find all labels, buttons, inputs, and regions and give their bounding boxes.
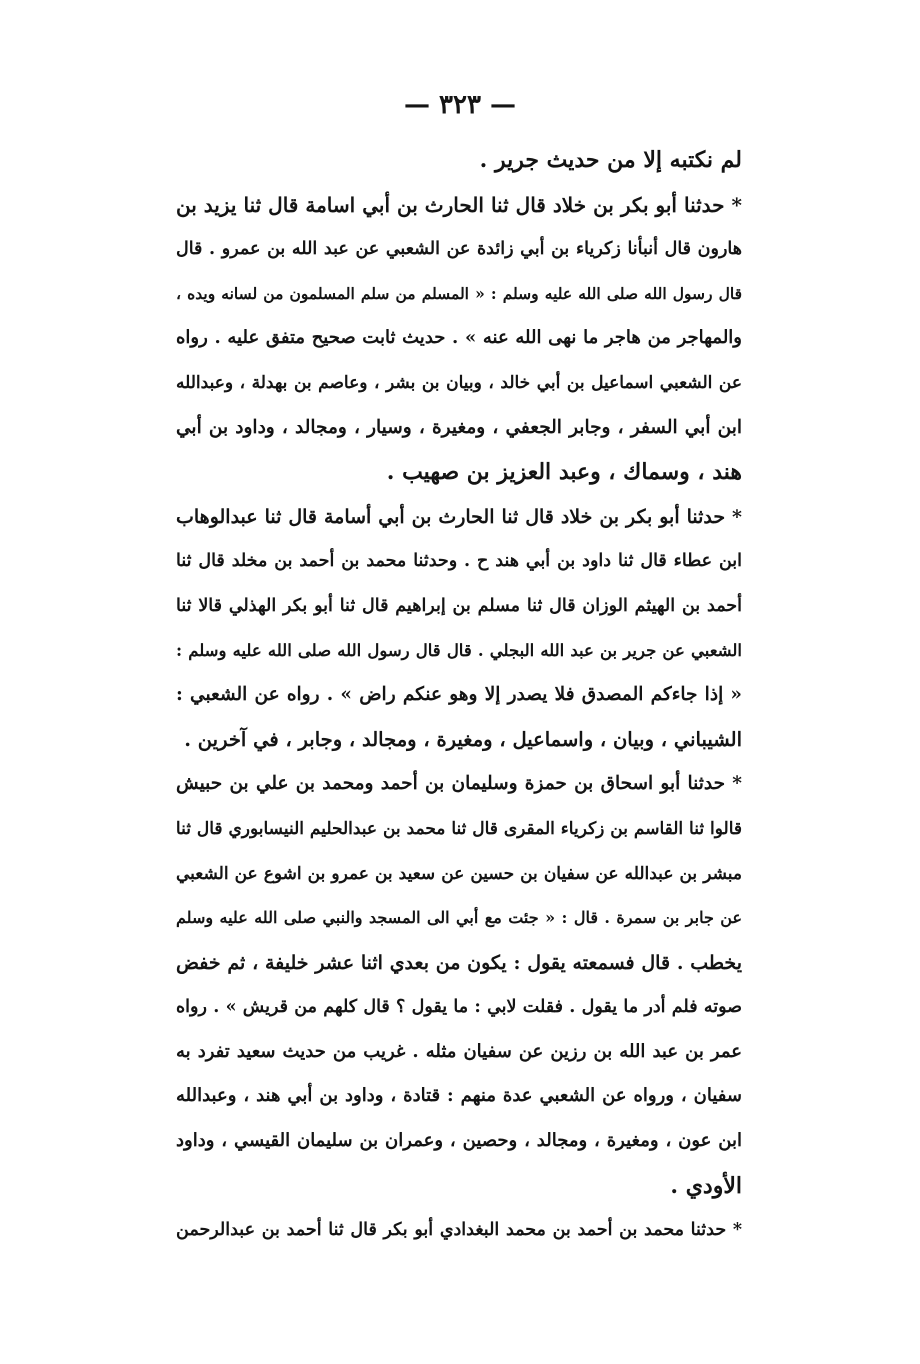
text-line: « إذا جاءكم المصدق فلا يصدر إلا وهو عنكم راض » . رواه عن الشعبي : bbox=[176, 684, 742, 706]
body-text bbox=[176, 138, 742, 1253]
text-line: لم نكتبه إلا من حديث جرير . bbox=[479, 147, 742, 173]
text-line: قال رسول الله صلى الله عليه وسلم : « المسلم من سلم المسلمون من لسانه ويده ، bbox=[176, 283, 742, 303]
text-line: مبشر بن عبدالله عن سفيان بن حسين عن سعيد بن عمرو بن اشوع عن الشعبي bbox=[176, 863, 742, 884]
text-line: ابن عطاء قال ثنا داود بن أبي هند ح . وحدثنا محمد بن أحمد بن مخلد قال ثنا bbox=[176, 551, 742, 572]
text-line: أحمد بن الهيثم الوزان قال ثنا مسلم بن إبراهيم قال ثنا أبو بكر الهذلي قالا ثنا bbox=[176, 595, 742, 616]
text-line: ابن أبي السفر ، وجابر الجعفي ، ومغيرة ، وسيار ، ومجالد ، وداود بن أبي bbox=[176, 416, 742, 438]
text-line: يخطب . قال فسمعته يقول : يكون من بعدي اثنا عشر خليفة ، ثم خفض bbox=[176, 951, 742, 974]
text-line: الأودي . bbox=[670, 1172, 742, 1199]
text-line: * حدثنا أبو اسحاق بن حمزة وسليمان بن أحمد ومحمد بن علي بن حبيش bbox=[176, 773, 742, 795]
text-line: هند ، وسماك ، وعبد العزيز بن صهيب . bbox=[386, 459, 742, 486]
text-line: الشيباني ، وبيان ، واسماعيل ، ومغيرة ، ومجالد ، وجابر ، في آخرين . bbox=[184, 727, 742, 751]
text-line: عمر بن عبد الله بن رزين عن سفيان مثله . غريب من حديث سعيد تفرد به bbox=[176, 1040, 742, 1062]
text-line: ابن عون ، ومغيرة ، ومجالد ، وحصين ، وعمران بن سليمان القيسي ، وداود bbox=[176, 1130, 742, 1152]
text-line: صوته فلم أدر ما يقول . فقلت لابي : ما يقول ؟ قال كلهم من قريش » . رواه bbox=[176, 997, 742, 1018]
text-line: عن جابر بن سمرة . قال : « جئت مع أبي الى المسجد والنبي صلى الله عليه وسلم bbox=[176, 908, 742, 928]
text-line: سفيان ، ورواه عن الشعبي عدة منهم : قتادة ، وداود بن أبي هند ، وعبدالله bbox=[176, 1085, 742, 1107]
text-line: والمهاجر من هاجر ما نهى الله عنه » . حديث ثابت صحيح متفق عليه . رواه bbox=[176, 327, 742, 349]
page-number: — ٣٢٣ — bbox=[403, 90, 517, 120]
text-line: قالوا ثنا القاسم بن زكرياء المقرى قال ثنا محمد بن عبدالحليم النيسابوري قال ثنا bbox=[176, 818, 742, 839]
text-line: * حدثنا أبو بكر بن خلاد قال ثنا الحارث بن أبي أسامة قال ثنا عبدالوهاب bbox=[176, 505, 742, 528]
text-line: الشعبي عن جرير بن عبد الله البجلي . قال قال رسول الله صلى الله عليه وسلم : bbox=[176, 640, 742, 660]
text-line: * حدثنا أبو بكر بن خلاد قال ثنا الحارث بن أبي اسامة قال ثنا يزيد بن bbox=[176, 192, 742, 217]
text-line: هارون قال أنبأنا زكرياء بن أبي زائدة عن الشعبي عن عبد الله بن عمرو . قال bbox=[176, 239, 742, 260]
text-line: عن الشعبي اسماعيل بن أبي خالد ، وبيان بن بشر ، وعاصم بن بهدلة ، وعبدالله bbox=[176, 372, 742, 393]
text-line: * حدثنا محمد بن أحمد بن محمد البغدادي أبو بكر قال ثنا أحمد بن عبدالرحمن bbox=[176, 1220, 742, 1241]
